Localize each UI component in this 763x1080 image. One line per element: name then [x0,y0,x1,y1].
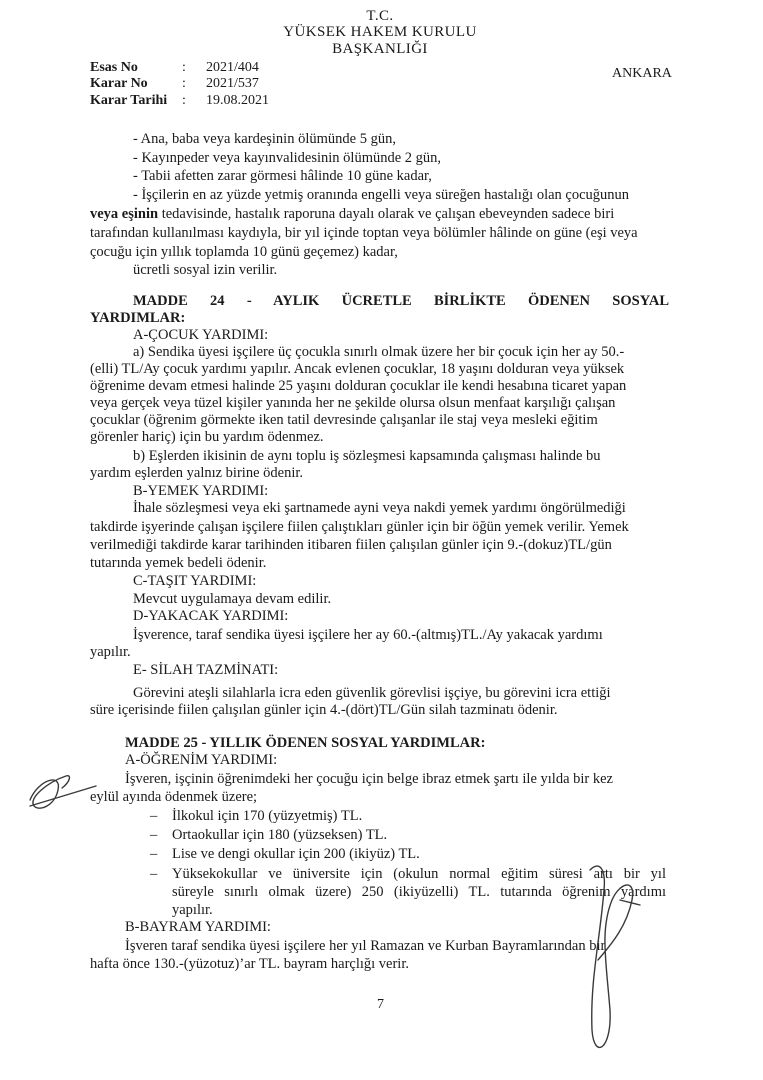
leave-item: - İşçilerin en az yüzde yetmiş oranında engelli veya süreğen hastalığı olan çocuğunun [133,187,630,203]
header-city: ANKARA [612,66,672,81]
m24-b-line: b) Eşlerden ikisinin de aynı toplu iş sözleşmesi kapsamında çalışması halinde bu [133,448,601,464]
ogrenim-item: Ortaokullar için 180 (yüzseksen) TL. [172,827,388,843]
ogrenim-item-4: Yüksekokullar ve üniversite için (okulun normal eğitim süresi artı bir yıl [172,866,666,882]
yemek-line: takdirde işyerinde çalışan işçilere fiilen çalıştıkları günler için bir öğün yemek verilir. Yemek [90,519,629,535]
leave-cont-line: çocuğu için yıllık toplamda 10 günü geçemez) kadar, [90,244,398,260]
bayram-line: İşveren taraf sendika üyesi işçilere her yıl Ramazan ve Kurban Bayramlarından bir [125,938,606,954]
m24-a-line: görenler hariç) için bu yardım ödenmez. [90,429,324,445]
initials-signature [30,776,96,808]
yemek-yardimi-heading: B-YEMEK YARDIMI: [133,483,269,499]
m24-title-cont: YARDIMLAR: [90,310,186,326]
m25-title: MADDE 25 - YILLIK ÖDENEN SOSYAL YARDIMLAR: [125,735,486,751]
yakacak-line: İşverence, taraf sendika üyesi işçilere her ay 60.-(altmış)TL./Ay yakacak yardımı [133,627,603,643]
esas-no-label: Esas No [90,60,138,75]
m24-a-line: öğrenime devam etmesi halinde 25 yaşını dolduran çocuklar ile kendi hesabına ticaret yapan [90,378,627,394]
yemek-line: İhale sözleşmesi veya eki şartnamede ayni veya nakdi yemek yardımı öngörülmediği [133,500,626,516]
list-dash: – [150,827,158,843]
m24-a-line: (elli) TL/Ay çocuk yardımı yapılır. Ancak evlenen çocuklar, 18 yaşını dolduran veya yüksek [90,361,625,377]
cocuk-yardimi-heading: A-ÇOCUK YARDIMI: [133,327,269,343]
leave-cont-line: ücretli sosyal izin verilir. [133,262,278,278]
header-institution: YÜKSEK HAKEM KURULU [283,24,477,40]
silah-line: Görevini ateşli silahlarla icra eden güvenlik görevlisi işçiye, bu görevini icra ettiği [133,685,611,701]
header-tc: T.C. [366,8,394,24]
ogrenim-item: Lise ve dengi okullar için 200 (ikiyüz) TL. [172,846,420,862]
leave-item: - Ana, baba veya kardeşinin ölümünde 5 gün, [133,131,396,147]
page-number: 7 [377,997,384,1012]
m24-a-line: çocuklar (öğrenim görmekte iken tatil devresinde çalışanlar ile staj veya mesleki eğitim [90,412,598,428]
list-dash: – [150,846,158,862]
ogrenim-item-4: yapılır. [172,902,213,918]
leave-item: - Tabii afetten zarar görmesi hâlinde 10 güne kadar, [133,168,432,184]
bayram-line: hafta önce 130.-(yüzotuz)’ar TL. bayram harçlığı verir. [90,956,409,972]
m24-title: MADDE 24 - AYLIK ÜCRETLE BİRLİKTE ÖDENEN SOSYAL [133,293,669,309]
m24-b-line: yardım eşlerden yalnız birine ödenir. [90,465,303,481]
bayram-yardimi-heading: B-BAYRAM YARDIMI: [125,919,271,935]
list-dash: – [150,866,158,882]
leave-cont-line: tarafından kullanılması kaydıyla, bir yıl içinde toptan veya bölümler hâlinde on güne (eşi veya [90,225,638,241]
karar-tarihi-label: Karar Tarihi [90,93,168,108]
tasit-yardimi-heading: C-TAŞIT YARDIMI: [133,573,257,589]
margin-signature [590,866,640,1047]
yemek-line: verilmediği takdirde karar tarihinden itibaren fiilen çalışılan günler için 9.-(dokuz)TL/gün [90,537,612,553]
yemek-line: tutarında yemek bedeli ödenir. [90,555,267,571]
leave-item: - Kayınpeder veya kayınvalidesinin ölümünde 2 gün, [133,150,442,166]
ogrenim-item: İlkokul için 170 (yüzyetmiş) TL. [172,808,363,824]
m25-a-line: eylül ayında ödenmek üzere; [90,789,258,805]
m24-a-line: veya gerçek veya tüzel kişiler yanında her ne şekilde olursa olsun menfaat karşılığı çalışan [90,395,616,411]
karar-no-value: 2021/537 [206,76,259,91]
silah-tazminati-heading: E- SİLAH TAZMİNATI: [133,662,279,678]
karar-tarihi-value: 19.08.2021 [206,93,269,108]
esas-no-value: 2021/404 [206,60,259,75]
tasit-text: Mevcut uygulamaya devam edilir. [133,591,332,607]
list-dash: – [150,808,158,824]
m24-a-line: a) Sendika üyesi işçilere üç çocukla sınırlı olmak üzere her bir çocuk için her ay 50.- [133,344,625,360]
karar-no-label: Karar No [90,76,148,91]
document-page: T.C. YÜKSEK HAKEM KURULU BAŞKANLIĞI ANKARA Esas No : 2021/404 Karar No : 2021/537 Karar Tarihi : 19.08.2021 - Ana, baba veya kardeşinin ölümünde 5 gün, - Kayınpeder veya kayınvalidesinin ölümünde 2 gün, - Tabii afetten zarar görmesi hâlinde 10 güne kadar, - İşçilerin en az yüzde yetmiş oranında engelli veya süreğen hastalığı olan çocuğunun veya eşinin tedavisinde, hastalık raporuna dayalı olarak ve çalışan ebeveynden sadece biri tarafından kullanılması kaydıyla, bir yıl içinde toptan veya bölümler hâlinde on güne (eşi veya çocuğu için yıllık toplamda 10 günü geçemez) kadar, ücretli sosyal izin verilir. MADDE 24 - AYLIK ÜCRETLE BİRLİKTE ÖDENEN SOSYAL YARDIMLAR: A-ÇOCUK YARDIMI: a) Sendika üyesi işçilere üç çocukla sınırlı olmak üzere her bir çocuk için her ay 50.- (elli) TL/Ay çocuk yardımı yapılır. Ancak evlenen çocuklar, 18 yaşını dolduran veya yüksek öğrenime devam etmesi halinde 25 yaşını dolduran çocuklar ile kendi hesabına ticaret yapan veya gerçek veya tüzel kişiler yanında her ne şekilde olursa olsun menfaat karşılığı çalışan çocuklar (öğrenim görmekte iken tatil devresinde çalışanlar ile staj veya mesleki eğitim görenler hariç) için bu yardım ödenmez. b) Eşlerden ikisinin de aynı toplu iş sözleşmesi kapsamında çalışması halinde bu yardım eşlerden yalnız birine ödenir. B-YEMEK YARDIMI: İhale sözleşmesi veya eki şartnamede ayni veya nakdi yemek yardımı öngörülmediği takdirde işyerinde çalışan işçilere fiilen çalıştıkları günler için bir öğün yemek verilir. Yemek verilmediği takdirde karar tarihinden itibaren fiilen çalışılan günler için 9.-(dokuz)TL/gün tutarında yemek bedeli ödenir. C-TAŞIT YARDIMI: Mevcut uygulamaya devam edilir. D-YAKACAK YARDIMI: İşverence, taraf sendika üyesi işçilere her ay 60.-(altmış)TL./Ay yakacak yardımı yapılır. E- SİLAH TAZMİNATI: Görevini ateşli silahlarla icra eden güvenlik görevlisi işçiye, bu görevini icra ettiği süre içerisinde fiilen çalışılan günler için 4.-(dört)TL/Gün silah tazminatı ödenir. MADDE 25 - YILLIK ÖDENEN SOSYAL YARDIMLAR: A-ÖĞRENİM YARDIMI: İşveren, işçinin öğrenimdeki her çocuğu için belge ibraz etmek şartı ile yılda bir kez eylül ayında ödenmek üzere; – İlkokul için 170 (yüzyetmiş) TL. – Ortaokullar için 180 (yüzseksen) TL. – Lise ve dengi okullar için 200 (ikiyüz) TL. – Yüksekokullar ve üniversite için (okulun normal eğitim süresi artı bir yıl süreyle sınırlı olmak üzere) 250 (ikiyüzelli) TL. tutarında öğrenim yardımı yapılır. B-BAYRAM YARDIMI: İşveren taraf sendika üyesi işçilere her yıl Ramazan ve Kurban Bayramlarından bir hafta önce 130.-(yüzotuz)’ar TL. bayram harçlığı verir. 7 [0,0,763,1080]
yakacak-line: yapılır. [90,644,131,660]
silah-line: süre içerisinde fiilen çalışılan günler için 4.-(dört)TL/Gün silah tazminatı ödenir. [90,702,558,718]
ogrenim-yardimi-heading: A-ÖĞRENİM YARDIMI: [125,752,278,768]
leave-cont-line: veya eşinin tedavisinde, hastalık raporuna dayalı olarak ve çalışan ebeveynden sadece biri [90,206,615,222]
header-presidency: BAŞKANLIĞI [332,41,428,57]
ogrenim-item-4: süreyle sınırlı olmak üzere) 250 (ikiyüzelli) TL. tutarında öğrenim yardımı [172,884,666,900]
yakacak-yardimi-heading: D-YAKACAK YARDIMI: [133,608,289,624]
m25-a-line: İşveren, işçinin öğrenimdeki her çocuğu için belge ibraz etmek şartı ile yılda bir kez [125,771,613,787]
